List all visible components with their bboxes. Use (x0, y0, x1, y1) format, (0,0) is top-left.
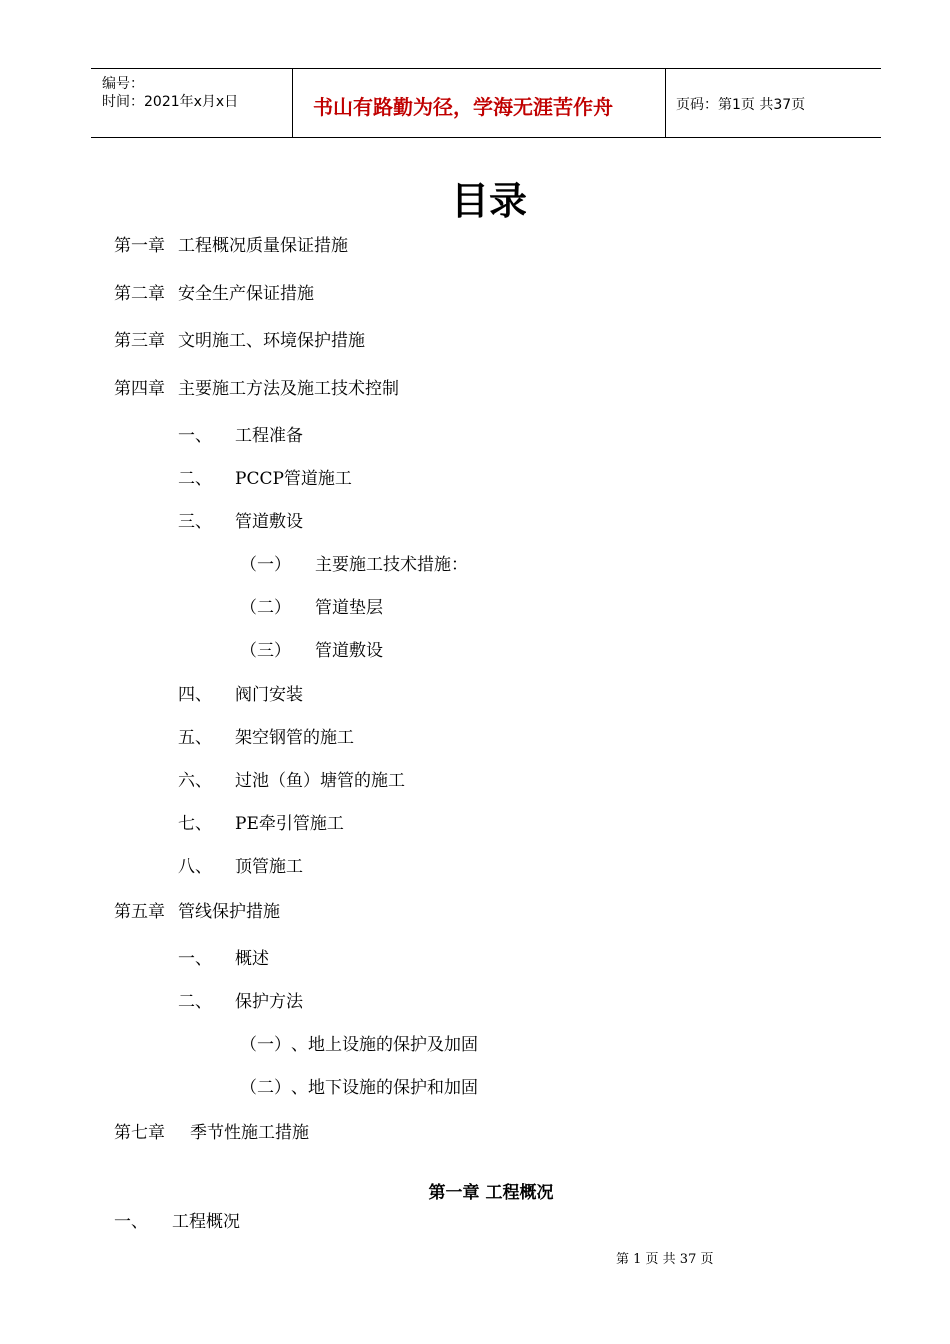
toc-item-chapter (114, 897, 280, 922)
toc-number: 六、 (178, 771, 212, 791)
toc-number: 第五章 (114, 902, 165, 922)
section-heading (114, 1207, 240, 1232)
motto-text: 书山有路勤为径，学海无涯苦作舟 (313, 95, 613, 119)
toc-item-chapter (114, 326, 365, 351)
toc-number: 二、 (178, 469, 212, 489)
toc-text: 管线保护措施 (178, 902, 280, 922)
toc-item-section (178, 723, 354, 748)
toc-text: 、地上设施的保护及加固 (291, 1035, 478, 1055)
header-motto-cell (293, 69, 666, 137)
toc-number: 八、 (178, 857, 212, 877)
toc-item-section (178, 852, 303, 877)
toc-item-chapter (114, 279, 314, 304)
toc-number: （一） (240, 555, 291, 575)
toc-text: 文明施工、环境保护措施 (178, 331, 365, 351)
header-left-cell (91, 69, 293, 137)
toc-text: 、地下设施的保护和加固 (291, 1078, 478, 1098)
toc-number: 第四章 (114, 379, 165, 399)
toc-number: 第三章 (114, 331, 165, 351)
toc-text: 过池（鱼）塘管的施工 (235, 771, 405, 791)
toc-number: 七、 (178, 814, 212, 834)
toc-item-section (178, 809, 344, 834)
toc-text: 工程准备 (235, 426, 303, 446)
toc-text: 主要施工技术措施： (315, 555, 468, 575)
page-info: 页码：第1页 共37页 (676, 97, 806, 113)
header-page-cell (666, 69, 881, 137)
toc-number: 第二章 (114, 284, 165, 304)
toc-item-subsection (240, 550, 468, 575)
serial-label: 编号： (102, 76, 144, 92)
toc-number: （二） (240, 1078, 291, 1098)
toc-number: 三、 (178, 512, 212, 532)
chapter-heading: 第一章 工程概况 (428, 1183, 554, 1203)
section-title: 工程概况 (172, 1212, 240, 1232)
toc-item-subsection (240, 593, 383, 618)
toc-item-chapter (114, 231, 348, 256)
toc-text: PCCP管道施工 (235, 469, 352, 489)
toc-number: 一、 (178, 426, 212, 446)
toc-item-subsection (240, 636, 383, 661)
toc-number: 一、 (178, 949, 212, 969)
toc-number: 第七章 (114, 1123, 165, 1143)
toc-number: （三） (240, 641, 291, 661)
toc-text: PE牵引管施工 (235, 814, 344, 834)
toc-title: 目录 (450, 179, 527, 223)
toc-text: 概述 (235, 949, 269, 969)
toc-text: 顶管施工 (235, 857, 303, 877)
toc-number: 五、 (178, 728, 212, 748)
toc-text: 管道敷设 (235, 512, 303, 532)
toc-item-chapter (114, 374, 399, 399)
time-label: 时间：2021年x月x日 (102, 94, 239, 110)
toc-item-subsection (240, 1073, 478, 1098)
toc-number: 四、 (178, 685, 212, 705)
toc-number: （二） (240, 598, 291, 618)
toc-text: 主要施工方法及施工技术控制 (178, 379, 399, 399)
toc-number: 第一章 (114, 236, 165, 256)
page-footer: 第 1 页 共 37 页 (616, 1252, 714, 1267)
toc-item-subsection (240, 1030, 478, 1055)
toc-item-section (178, 944, 269, 969)
toc-text: 安全生产保证措施 (178, 284, 314, 304)
toc-text: 管道垫层 (315, 598, 383, 618)
section-number: 一、 (114, 1212, 148, 1232)
toc-number: 二、 (178, 992, 212, 1012)
toc-text: 季节性施工措施 (190, 1123, 309, 1143)
toc-number: （一） (240, 1035, 291, 1055)
toc-item-section (178, 680, 303, 705)
toc-text: 架空钢管的施工 (235, 728, 354, 748)
page-header (91, 68, 881, 138)
toc-text: 保护方法 (235, 992, 303, 1012)
toc-item-section (178, 464, 352, 489)
toc-text: 阀门安装 (235, 685, 303, 705)
toc-item-section (178, 766, 405, 791)
toc-item-chapter (114, 1118, 309, 1143)
toc-item-section (178, 987, 303, 1012)
toc-text: 工程概况质量保证措施 (178, 236, 348, 256)
toc-text: 管道敷设 (315, 641, 383, 661)
toc-item-section (178, 421, 303, 446)
toc-item-section (178, 507, 303, 532)
